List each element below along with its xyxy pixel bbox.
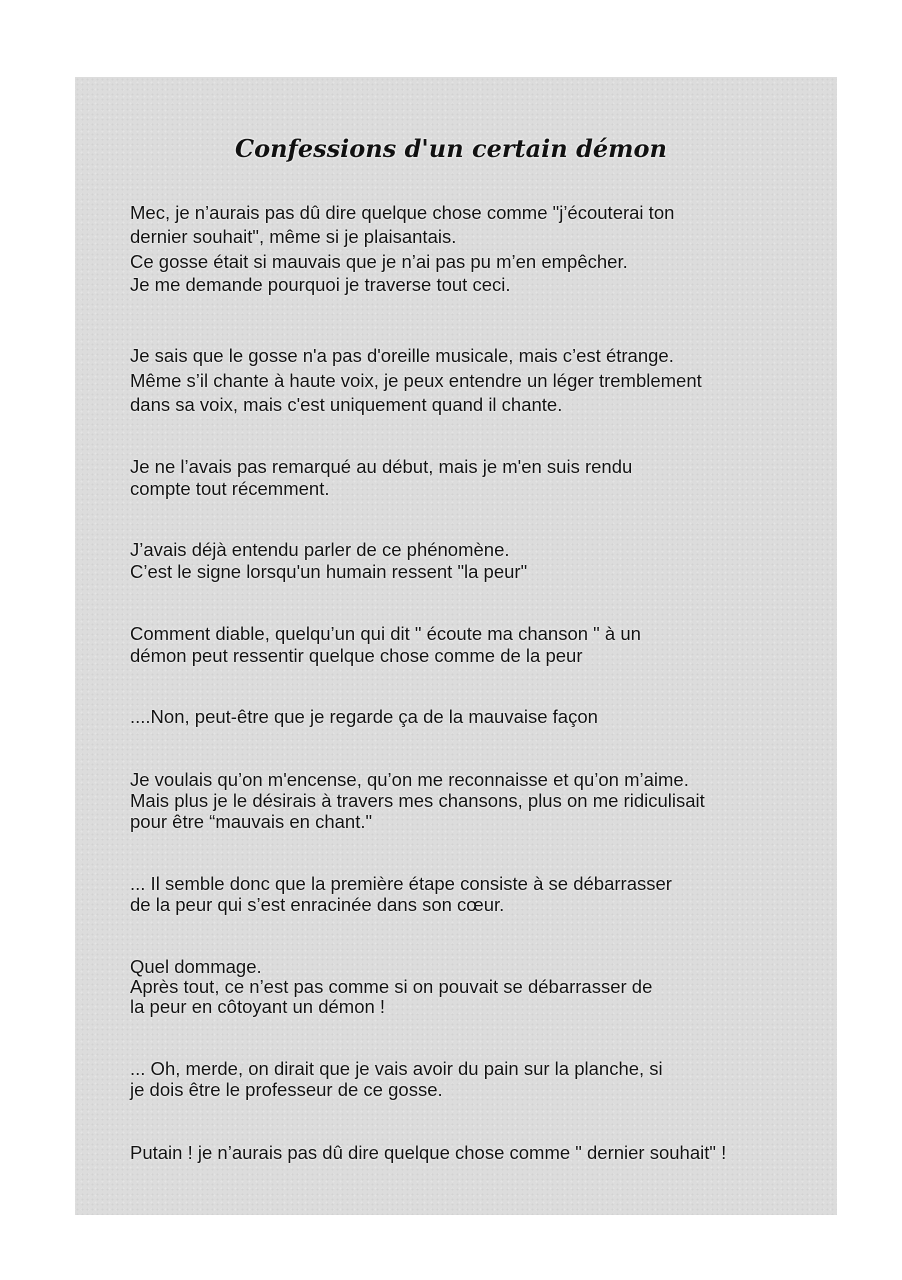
text-line: Je voulais qu’on m'encense, qu’on me reconnaisse et qu’on m’aime. — [130, 769, 689, 790]
text-line: compte tout récemment. — [130, 478, 330, 499]
text-line: de la peur qui s’est enracinée dans son cœur. — [130, 894, 505, 915]
text-line: Ce gosse était si mauvais que je n’ai pas pu m’en empêcher. — [130, 251, 628, 272]
text-line: J’avais déjà entendu parler de ce phénomène. — [130, 539, 510, 560]
text-line: Même s’il chante à haute voix, je peux entendre un léger tremblement — [130, 370, 702, 391]
text-line: ... Il semble donc que la première étape consiste à se débarrasser — [130, 873, 672, 894]
text-line: ... Oh, merde, on dirait que je vais avoir du pain sur la planche, si — [130, 1058, 663, 1079]
text-line: Je ne l’avais pas remarqué au début, mais je m'en suis rendu — [130, 456, 633, 477]
text-line: pour être “mauvais en chant." — [130, 811, 373, 832]
text-line: la peur en côtoyant un démon ! — [130, 996, 386, 1017]
text-line: Mec, je n’aurais pas dû dire quelque chose comme "j’écouterai ton — [130, 202, 675, 223]
text-line: Putain ! je n’aurais pas dû dire quelque chose comme " dernier souhait" ! — [130, 1142, 727, 1163]
text-line: ....Non, peut-être que je regarde ça de la mauvaise façon — [130, 706, 598, 727]
text-line: Après tout, ce n’est pas comme si on pouvait se débarrasser de — [130, 976, 653, 997]
text-line: démon peut ressentir quelque chose comme de la peur — [130, 645, 583, 666]
text-line: je dois être le professeur de ce gosse. — [130, 1079, 443, 1100]
text-line: C’est le signe lorsqu'un humain ressent "la peur" — [130, 561, 528, 582]
text-line: Quel dommage. — [130, 956, 262, 977]
text-line: Je sais que le gosse n'a pas d'oreille musicale, mais c’est étrange. — [130, 345, 674, 366]
text-line: dernier souhait", même si je plaisantais. — [130, 226, 457, 247]
text-line: Mais plus je le désirais à travers mes chansons, plus on me ridiculisait — [130, 790, 705, 811]
page-title: Confessions d'un certain démon — [235, 134, 667, 163]
text-line: Je me demande pourquoi je traverse tout ceci. — [130, 274, 511, 295]
text-line: dans sa voix, mais c'est uniquement quand il chante. — [130, 394, 563, 415]
text-line: Comment diable, quelqu’un qui dit " écoute ma chanson " à un — [130, 623, 641, 644]
